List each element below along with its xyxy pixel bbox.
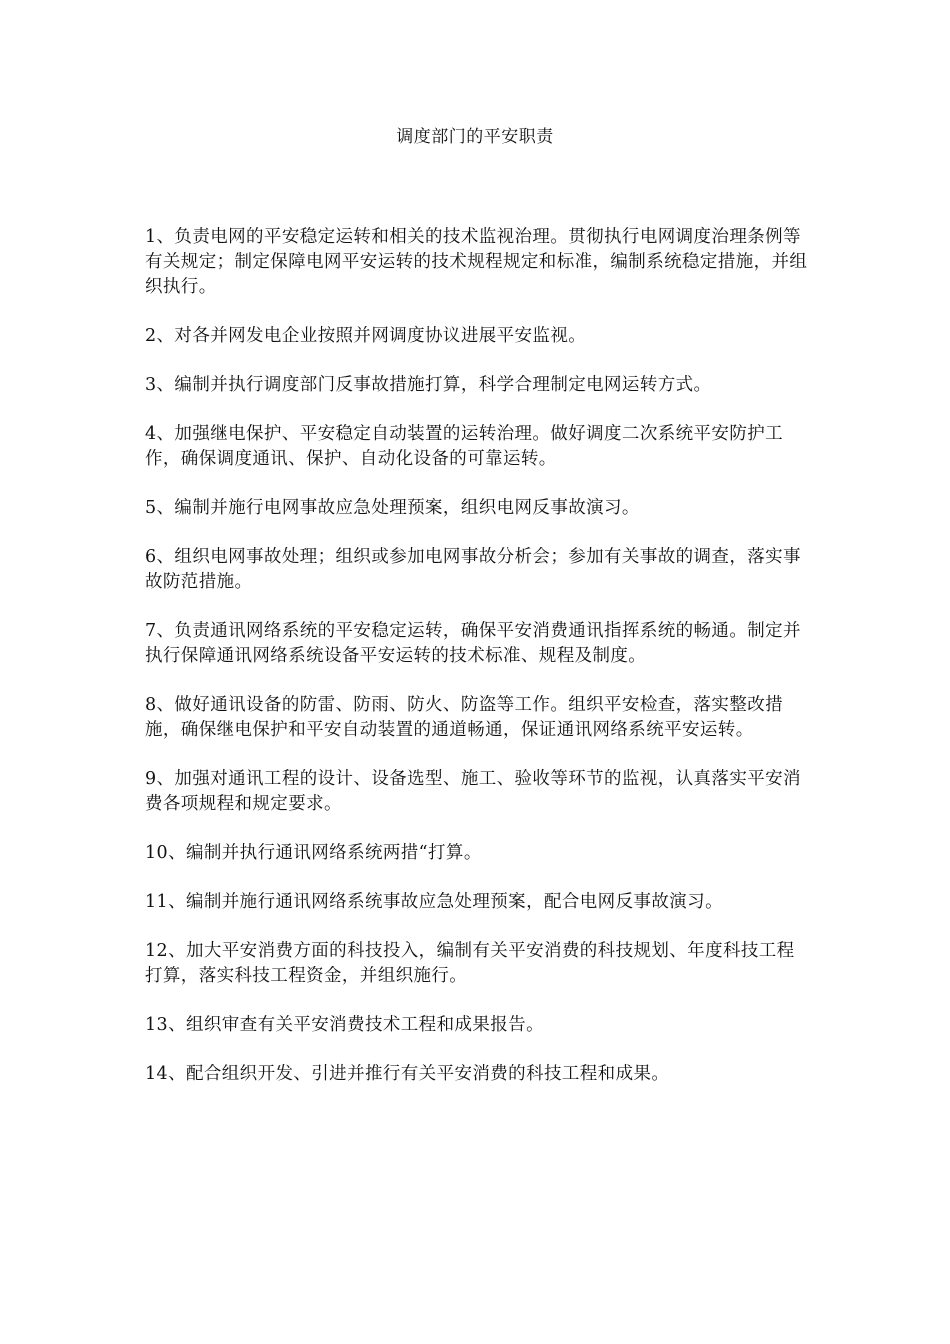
paragraph-10: 10、编制并执行通讯网络系统两措“打算。 (145, 843, 482, 863)
paragraph-13: 13、组织审查有关平安消费技术工程和成果报告。 (145, 1015, 544, 1035)
paragraph-4: 4、加强继电保护、平安稳定自动装置的运转治理。做好调度二次系统平安防护工作，确保调度通讯、保护、自动化设备的可靠运转。 (145, 424, 784, 469)
paragraph-5: 5、编制并施行电网事故应急处理预案，组织电网反事故演习。 (145, 498, 640, 518)
paragraph-12: 12、加大平安消费方面的科技投入，编制有关平安消费的科技规划、年度科技工程打算，落实科技工程资金，并组织施行。 (145, 941, 795, 986)
paragraph-9: 9、加强对通讯工程的设计、设备选型、施工、验收等环节的监视，认真落实平安消费各项规程和规定要求。 (145, 769, 801, 814)
paragraph-1: 1、负责电网的平安稳定运转和相关的技术监视治理。贯彻执行电网调度治理条例等有关规定；制定保障电网平安运转的技术规程规定和标准，编制系统稳定措施，并组织执行。 (145, 227, 808, 297)
paragraph-14: 14、配合组织开发、引进并推行有关平安消费的科技工程和成果。 (145, 1064, 670, 1084)
paragraph-3: 3、编制并执行调度部门反事故措施打算，科学合理制定电网运转方式。 (145, 375, 712, 395)
paragraph-2: 2、对各并网发电企业按照并网调度协议进展平安监视。 (145, 326, 587, 346)
paragraph-6: 6、组织电网事故处理；组织或参加电网事故分析会；参加有关事故的调查，落实事故防范措施。 (145, 547, 801, 592)
paragraph-8: 8、做好通讯设备的防雷、防雨、防火、防盗等工作。组织平安检查，落实整改措施，确保继电保护和平安自动装置的通道畅通，保证通讯网络系统平安运转。 (145, 695, 784, 740)
document-body (145, 225, 810, 1111)
paragraph-11: 11、编制并施行通讯网络系统事故应急处理预案，配合电网反事故演习。 (145, 892, 723, 912)
document-title: 调度部门的平安职责 (396, 127, 554, 147)
paragraph-7: 7、负责通讯网络系统的平安稳定运转，确保平安消费通讯指挥系统的畅通。制定并执行保障通讯网络系统设备平安运转的技术标准、规程及制度。 (145, 621, 801, 666)
